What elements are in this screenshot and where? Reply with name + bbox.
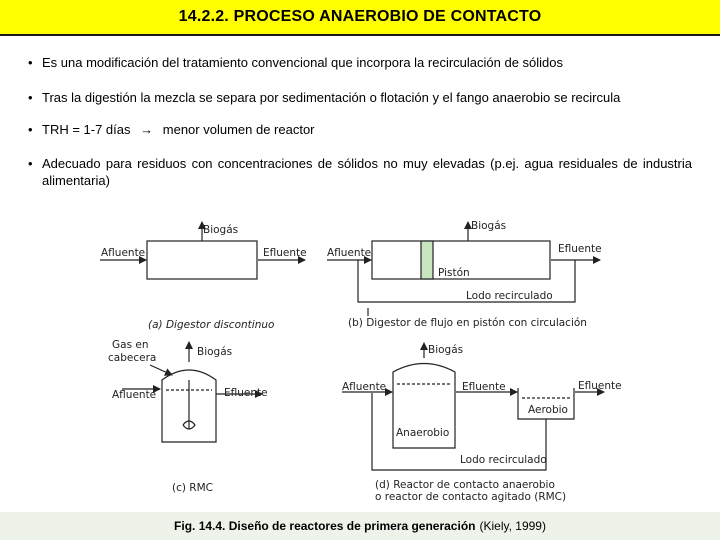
bullet-text: Tras la digestión la mezcla se separa por sedimentación o flotación y el fango anaerobio se recircula [42, 90, 621, 105]
bullet-text-before: TRH = 1-7 días [42, 122, 131, 137]
bullet-text: Adecuado para residuos con concentraciones de sólidos no muy elevadas (p.ej. agua residuales de industria alimentaria) [42, 156, 692, 188]
title-bar [0, 0, 720, 36]
figure-caption-title: Fig. 14.4. Diseño de reactores de primera generación [174, 519, 476, 533]
figure-caption [0, 512, 720, 540]
label-c-outflow: Efluente [224, 387, 268, 399]
label-b-piston: Pistón [438, 267, 470, 279]
caption-c: (c) RMC [172, 482, 213, 494]
label-b-inflow: Afluente [327, 247, 372, 259]
caption-d-line2: o reactor de contacto agitado (RMC) [375, 491, 567, 503]
label-c-gas-line1: Gas en [112, 339, 149, 351]
label-d-biogas: Biogás [428, 344, 464, 356]
digester-a-tank [147, 241, 257, 279]
bullet-item [28, 54, 563, 71]
label-aerobic: Aerobio [528, 404, 568, 416]
bullet-dot-icon: • [28, 90, 33, 105]
label-d-recycle: Lodo recirculado [460, 454, 547, 466]
label-d-inflow: Afluente [342, 381, 387, 393]
label-c-inflow: Afluente [112, 389, 157, 401]
gas-headspace-arrow [150, 365, 172, 375]
label-c-biogas: Biogás [197, 346, 233, 358]
bullet-dot-icon: • [28, 122, 33, 137]
bullet-text: Es una modificación del tratamiento convencional que incorpora la recirculación de sólidos [42, 55, 564, 70]
label-anaerobic: Anaerobio [396, 427, 450, 439]
figure-caption-source: (Kiely, 1999) [479, 519, 546, 533]
label-d-outflow2: Efluente [578, 380, 622, 392]
bullet-item [28, 89, 620, 106]
piston-block [421, 241, 433, 279]
bullet-dot-icon: • [28, 55, 33, 70]
caption-a: (a) Digestor discontinuo [148, 319, 275, 331]
arrow-right-icon: → [140, 122, 154, 137]
caption-b: (b) Digestor de flujo en pistón con circulación [348, 317, 587, 329]
bullet-item [28, 121, 315, 138]
label-c-gas-line2: cabecera [108, 352, 157, 364]
label-d-outflow1: Efluente [462, 381, 506, 393]
reactor-diagram [0, 212, 720, 512]
reactor-figure [0, 212, 720, 512]
label-b-outflow: Efluente [558, 243, 602, 255]
label-a-biogas: Biogás [203, 224, 239, 236]
label-b-recycle: Lodo recirculado [466, 290, 553, 302]
caption-d-line1: (d) Reactor de contacto anaerobio [375, 479, 555, 491]
bullet-item [28, 155, 692, 189]
bullet-text-after: menor volumen de reactor [162, 122, 315, 137]
bullet-text [42, 121, 315, 138]
label-a-outflow: Efluente [263, 247, 307, 259]
bullet-dot-icon: • [28, 156, 33, 171]
label-a-inflow: Afluente [101, 247, 146, 259]
page-title: 14.2.2. PROCESO ANAEROBIO DE CONTACTO [178, 8, 542, 25]
label-b-biogas: Biogás [471, 220, 507, 232]
